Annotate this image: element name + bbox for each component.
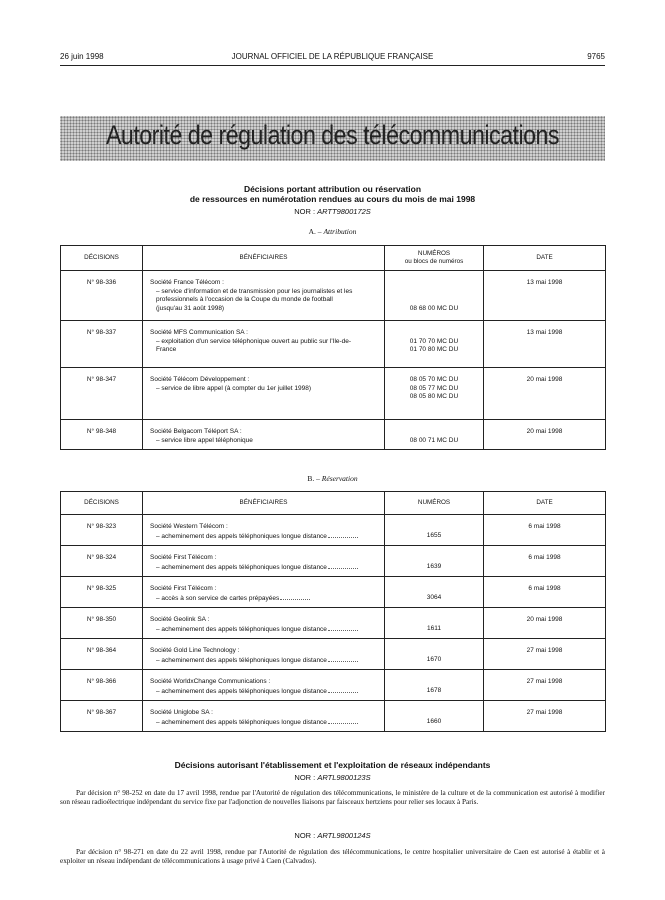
table-row (61, 420, 606, 450)
col-decisions: DÉCISIONS (61, 492, 143, 515)
header-journal: JOURNAL OFFICIEL DE LA RÉPUBLIQUE FRANÇAISE (231, 52, 434, 61)
decision-number: N° 98-366 (61, 670, 143, 701)
decision-date: 20 mai 1998 (484, 368, 606, 420)
service-line (150, 594, 377, 604)
col-numeros: NUMÉROS (385, 492, 484, 515)
service-line (150, 563, 377, 573)
table-row (61, 608, 606, 639)
section-banner (60, 116, 605, 161)
beneficiary-cell (143, 608, 385, 639)
number-block: 08 00 71 MC DU (409, 436, 459, 444)
nor-code: ARTL9800123S (317, 773, 371, 782)
decision-date: 27 mai 1998 (484, 670, 606, 701)
decision-date: 20 mai 1998 (484, 420, 606, 450)
decision-number: N° 98-348 (61, 420, 143, 450)
col-beneficiaires: BÉNÉFICIAIRES (143, 492, 385, 515)
company-name: Société Geolink SA : (150, 616, 210, 623)
reserved-number: 1670 (385, 639, 484, 670)
reservation-heading (60, 474, 605, 483)
service-line (150, 656, 377, 666)
beneficiary-cell (143, 420, 385, 450)
company-name: Société WorldxChange Communications : (150, 678, 271, 685)
numbers-cell (385, 368, 484, 420)
section1-title-line1: Décisions portant attribution ou réservation (243, 184, 422, 194)
service-line: – service libre appel téléphonique (156, 436, 253, 444)
table-header-row (61, 492, 606, 515)
header-date: 26 juin 1998 (60, 52, 104, 61)
section2-title: Décisions autorisant l'établissement et l'exploitation de réseaux indépendants (174, 760, 491, 770)
beneficiary-cell (143, 577, 385, 608)
company-name: Société First Télécom : (150, 585, 217, 592)
dot-leader (328, 563, 358, 569)
decision-date: 27 mai 1998 (484, 701, 606, 732)
section1-title-line2: de ressources en numérotation rendues au cours du mois de mai 1998 (189, 194, 476, 204)
decision-number: N° 98-323 (61, 515, 143, 546)
service-text: – acheminement des appels téléphoniques longue distance (156, 625, 327, 633)
col-date: DATE (484, 492, 606, 515)
table-row (61, 515, 606, 546)
beneficiary-cell (143, 701, 385, 732)
company-name: Société Gold Line Technology : (150, 647, 240, 654)
decision-paragraph-2: Par décision n° 98-271 en date du 22 avril 1998, rendue par l'Autorité de régulation des télécommunications, le centre hospitalier universitaire de Caen est autorisé à établir et à exploiter un réseau indépendant de télécommunications à usage privé à Caen (Calvados). (60, 848, 605, 866)
nor-label: NOR : (294, 773, 316, 782)
service-text: – acheminement des appels téléphoniques longue distance (156, 656, 327, 664)
reservation-table (60, 491, 606, 732)
dot-leader (280, 594, 310, 600)
reserved-number: 1660 (385, 701, 484, 732)
nor-label: NOR : (294, 207, 316, 216)
service-line (150, 625, 377, 635)
beneficiary-cell (143, 368, 385, 420)
attribution-heading-prefix: A. – (308, 227, 322, 236)
number-block: 01 70 80 MC DU (409, 346, 459, 354)
dot-leader (328, 687, 358, 693)
table-row (61, 639, 606, 670)
col-beneficiaires: BÉNÉFICIAIRES (143, 246, 385, 271)
table-row (61, 321, 606, 368)
beneficiary-cell (143, 321, 385, 368)
company-name: Société First Télécom : (150, 554, 217, 561)
number-block: 08 68 00 MC DU (409, 304, 459, 312)
decision-number: N° 98-347 (61, 368, 143, 420)
service-line: – service d'information et de transmission pour les journalistes et les (156, 287, 353, 295)
company-name: Société Belgacom Téléport SA : (150, 428, 242, 435)
decision-date: 6 mai 1998 (484, 546, 606, 577)
reserved-number: 1639 (385, 546, 484, 577)
company-name: Société France Télécom : (150, 279, 224, 286)
col-numeros-line1: NUMÉROS (417, 250, 451, 257)
reserved-number: 1611 (385, 608, 484, 639)
attribution-table (60, 245, 606, 450)
decision-date: 27 mai 1998 (484, 639, 606, 670)
service-line (150, 532, 377, 542)
beneficiary-cell (143, 546, 385, 577)
section2-nor1 (60, 773, 605, 782)
service-line: – service de libre appel (à compter du 1er juillet 1998) (156, 384, 312, 392)
numbers-cell (385, 420, 484, 450)
reserved-number: 1678 (385, 670, 484, 701)
dot-leader (328, 532, 358, 538)
service-text: – acheminement des appels téléphoniques longue distance (156, 687, 327, 695)
decision-number: N° 98-364 (61, 639, 143, 670)
nor-code: ARTL9800124S (317, 831, 371, 840)
service-line: France (156, 346, 177, 354)
service-text: – accès à son service de cartes prépayées (156, 594, 280, 602)
numbers-cell (385, 271, 484, 321)
decision-date: 13 mai 1998 (484, 271, 606, 321)
attribution-heading (60, 227, 605, 236)
beneficiary-cell (143, 639, 385, 670)
service-line: professionnels à l'occasion de la Coupe du monde de football (156, 296, 333, 304)
col-decisions: DÉCISIONS (61, 246, 143, 271)
reservation-heading-text: Réservation (321, 474, 358, 483)
decision-number: N° 98-367 (61, 701, 143, 732)
reserved-number: 1655 (385, 515, 484, 546)
dot-leader (328, 656, 358, 662)
table-row (61, 701, 606, 732)
decision-date: 6 mai 1998 (484, 577, 606, 608)
table-header-row (61, 246, 606, 271)
col-numeros (385, 246, 484, 271)
decision-number: N° 98-337 (61, 321, 143, 368)
beneficiary-cell (143, 515, 385, 546)
reserved-number: 3064 (385, 577, 484, 608)
beneficiary-cell (143, 271, 385, 321)
decision-paragraph-1: Par décision n° 98-252 en date du 17 avril 1998, rendue par l'Autorité de régulation des télécommunications, le ministère de la culture et de la communication est autorisé à modifier son réseau radioélectrique indépendant du service fixe par l'adjonction de nouvelles liaisons par faisceaux hertziens pour relier ses locaux à Paris. (60, 789, 605, 807)
decision-number: N° 98-325 (61, 577, 143, 608)
decision-number: N° 98-350 (61, 608, 143, 639)
header-rule (60, 65, 605, 66)
banner-title: Autorité de régulation des télécommunications (105, 120, 560, 150)
beneficiary-cell (143, 670, 385, 701)
decision-number: N° 98-324 (61, 546, 143, 577)
numbers-cell (385, 321, 484, 368)
service-text: – acheminement des appels téléphoniques longue distance (156, 532, 327, 540)
table-row (61, 670, 606, 701)
reservation-heading-prefix: B. – (307, 474, 320, 483)
service-line: – exploitation d'un service téléphonique ouvert au public sur l'Ile-de- (156, 337, 352, 345)
decision-date: 20 mai 1998 (484, 608, 606, 639)
decision-number: N° 98-336 (61, 271, 143, 321)
company-name: Société MFS Communication SA : (150, 329, 248, 336)
section2-nor2 (60, 831, 605, 840)
service-text: – acheminement des appels téléphoniques longue distance (156, 563, 327, 571)
number-block: 08 05 77 MC DU (409, 384, 459, 392)
table-row (61, 368, 606, 420)
decision-date: 6 mai 1998 (484, 515, 606, 546)
number-block: 08 05 70 MC DU (409, 376, 459, 383)
company-name: Société Uniglobe SA : (150, 709, 213, 716)
dot-leader (328, 625, 358, 631)
col-date: DATE (484, 246, 606, 271)
number-block: 08 05 80 MC DU (409, 393, 459, 401)
service-line (150, 718, 377, 728)
section1-nor (60, 207, 605, 216)
running-header (60, 52, 605, 64)
table-row (61, 546, 606, 577)
number-block: 01 70 70 MC DU (409, 337, 459, 345)
col-numeros-line2: ou blocs de numéros (404, 258, 464, 265)
service-line: (jusqu'au 31 août 1998) (156, 304, 225, 312)
company-name: Société Western Télécom : (150, 523, 228, 530)
table-row (61, 271, 606, 321)
service-line (150, 687, 377, 697)
service-text: – acheminement des appels téléphoniques longue distance (156, 718, 327, 726)
attribution-heading-text: Attribution (323, 227, 357, 236)
nor-label: NOR : (294, 831, 316, 840)
decision-date: 13 mai 1998 (484, 321, 606, 368)
nor-code: ARTT9800172S (317, 207, 371, 216)
company-name: Société Télécom Développement : (150, 376, 250, 383)
header-page-number: 9765 (587, 52, 605, 61)
dot-leader (328, 718, 358, 724)
table-row (61, 577, 606, 608)
